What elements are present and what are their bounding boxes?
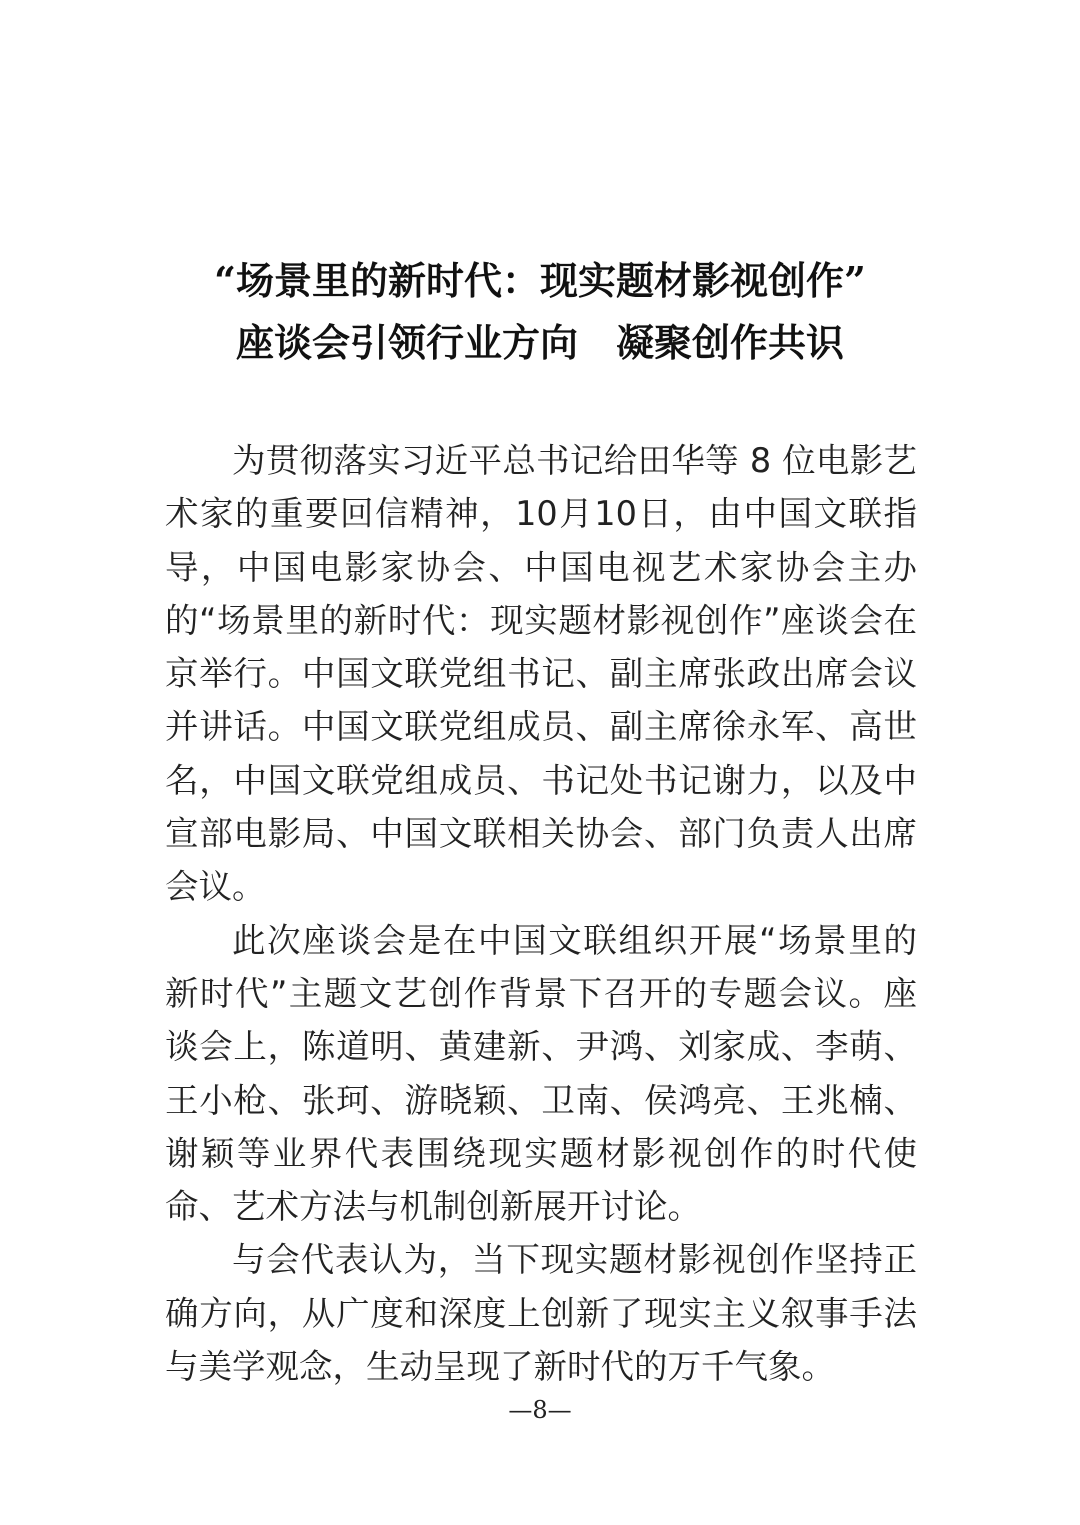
title-line-1: “场景里的新时代：现实题材影视创作” [214, 258, 866, 303]
paragraph-3: 与会代表认为，当下现实题材影视创作坚持正确方向，从广度和深度上创新了现实主义叙事手法与美学观念，生动呈现了新时代的万千气象。 [165, 1240, 917, 1387]
article-title [140, 250, 940, 374]
paragraph-1: 为贯彻落实习近平总书记给田华等 8 位电影艺术家的重要回信精神，10月10日，由中国文联指导，中国电影家协会、中国电视艺术家协会主办的“场景里的新时代：现实题材影视创作”座谈会在京举行。中国文联党组书记、副主席张政出席会议并讲话。中国文联党组成员、副主席徐永军、高世名，中国文联党组成员、书记处书记谢力，以及中宣部电影局、中国文联相关协会、部门负责人出席会议。 [165, 441, 917, 907]
title-line-2: 座谈会引领行业方向 凝聚创作共识 [235, 320, 844, 365]
paragraph-2: 此次座谈会是在中国文联组织开展“场景里的新时代”主题文艺创作背景下召开的专题会议。座谈会上，陈道明、黄建新、尹鸿、刘家成、李萌、王小枪、张珂、游晓颖、卫南、侯鸿亮、王兆楠、谢颖等业界代表围绕现实题材影视创作的时代使命、艺术方法与机制创新展开讨论。 [165, 920, 917, 1227]
page-number: —8— [508, 1396, 572, 1424]
article-body [165, 434, 917, 1393]
